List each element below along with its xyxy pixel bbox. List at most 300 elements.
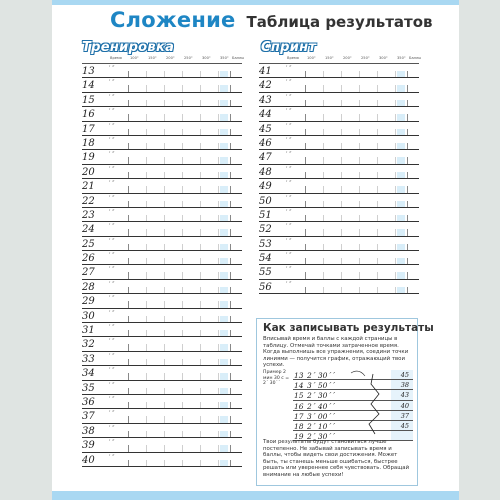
sprint-row-number: 49 [259,181,272,193]
sprint-time-entry[interactable]: ′ ″ [286,165,292,173]
training-row [82,352,242,366]
sprint-grid-line [341,157,342,163]
training-row [82,323,242,337]
sprint-points-cell[interactable] [397,114,405,120]
training-points-cell[interactable] [220,143,228,149]
sprint-grid-line [407,157,408,163]
sprint-grid-line [359,272,360,278]
training-time-entry[interactable]: ′ ″ [109,93,115,101]
training-row-number: 39 [82,440,95,452]
training-grid-line [218,287,219,293]
training-time-entry[interactable]: ′ ″ [109,252,115,260]
training-time-entry[interactable]: ′ ″ [109,194,115,202]
training-time-entry[interactable]: ′ ″ [109,381,115,389]
training-row [82,337,242,351]
col-150: 150" [148,56,157,60]
example-row [293,390,413,400]
training-grid-line [218,71,219,77]
training-label: Тренировка [82,40,175,55]
training-points-cell[interactable] [220,186,228,192]
training-grid-line [146,244,147,250]
example-time: 3´ 00´´ [307,411,335,421]
training-grid-line [200,157,201,163]
training-grid-line [230,316,231,322]
sprint-grid-line [395,114,396,120]
sprint-points-cell[interactable] [397,201,405,207]
training-points-cell[interactable] [220,157,228,163]
training-grid-line [200,416,201,422]
training-time-entry[interactable]: ′ ″ [109,352,115,360]
training-points-cell[interactable] [220,416,228,422]
training-points-cell[interactable] [220,460,228,466]
training-grid-line [218,172,219,178]
sprint-table [259,56,422,294]
example-time: 3´ 50´´ [307,381,335,391]
training-grid-line [146,85,147,91]
sprint-grid-line [323,172,324,178]
training-grid-line [128,402,129,408]
example-number: 18 [294,421,304,431]
training-time-entry[interactable]: ′ ″ [109,439,115,447]
example-time: 2´ 30´´ [307,391,335,401]
sprint-row [259,107,419,121]
training-time-entry[interactable]: ′ ″ [109,367,115,375]
training-grid-line [164,301,165,307]
training-grid-line [146,143,147,149]
training-row-number: 30 [82,310,95,322]
training-grid-line [218,301,219,307]
sprint-points-cell[interactable] [397,215,405,221]
training-grid-line [200,373,201,379]
training-points-cell[interactable] [220,402,228,408]
col-time: Время [287,56,299,60]
sprint-time-entry[interactable]: ′ ″ [286,252,292,260]
training-grid-line [218,201,219,207]
training-points-cell[interactable] [220,316,228,322]
sprint-grid-line [407,129,408,135]
training-points-cell[interactable] [220,330,228,336]
sprint-row [259,208,419,222]
training-grid-line [230,416,231,422]
sprint-grid-line [323,244,324,250]
training-grid-line [200,359,201,365]
training-points-cell[interactable] [220,344,228,350]
training-grid-line [230,85,231,91]
training-time-entry[interactable]: ′ ″ [109,208,115,216]
training-grid-line [200,388,201,394]
how-outro-text: Твои результаты будут становиться лучше постепенно. Не забывай записывать время и баллы, чтобы видеть свои достижения. Может быть, ты станешь меньше ошибаться, быстрее решать или увереннее себя чувствовать. Обращай внимание на любые успехи! [263,439,410,478]
sprint-points-cell[interactable] [397,244,405,250]
sprint-row-number: 47 [259,152,272,164]
col-100: 100" [307,56,316,60]
top-band [52,0,459,5]
sprint-time-entry[interactable]: ′ ″ [286,194,292,202]
training-grid-line [128,287,129,293]
training-grid-line [200,143,201,149]
sprint-grid-line [395,287,396,293]
training-row-number: 28 [82,281,95,293]
sprint-grid-line [407,272,408,278]
col-time: Время [110,56,122,60]
training-row [82,280,242,294]
training-grid-line [128,388,129,394]
training-grid-line [230,359,231,365]
sprint-points-cell[interactable] [397,186,405,192]
sprint-points-cell[interactable] [397,71,405,77]
training-grid-line [182,143,183,149]
training-row [82,64,242,78]
training-grid-line [218,460,219,466]
sprint-time-entry[interactable]: ′ ″ [286,65,292,72]
how-to-record-box [256,318,434,486]
training-row-number: 21 [82,181,95,193]
training-time-entry[interactable]: ′ ″ [109,180,115,188]
sprint-grid-line [359,229,360,235]
sprint-grid-line [341,201,342,207]
sprint-time-entry[interactable]: ′ ″ [286,237,292,245]
sprint-grid-line [407,201,408,207]
sprint-grid-line [395,186,396,192]
sprint-grid-line [377,229,378,235]
sprint-time-entry[interactable]: ′ ″ [286,93,292,101]
training-grid-line [230,258,231,264]
sprint-time-entry[interactable]: ′ ″ [286,79,292,87]
sprint-points-cell[interactable] [397,129,405,135]
training-grid-line [146,402,147,408]
col-points: Баллы [232,56,245,60]
sprint-row [259,194,419,208]
training-grid-line [230,445,231,451]
training-points-cell[interactable] [220,100,228,106]
sprint-points-cell[interactable] [397,157,405,163]
sprint-row [259,122,419,136]
training-grid-line [146,373,147,379]
sprint-grid-line [395,272,396,278]
sprint-time-entry[interactable]: ′ ″ [286,108,292,116]
training-grid-line [146,157,147,163]
sprint-grid-line [341,114,342,120]
sprint-grid-line [395,100,396,106]
sprint-grid-line [395,85,396,91]
training-time-entry[interactable]: ′ ″ [109,223,115,231]
training-row-number: 24 [82,224,95,236]
training-points-cell[interactable] [220,431,228,437]
sprint-grid-line [359,143,360,149]
sprint-row-number: 50 [259,195,272,207]
training-grid-line [182,201,183,207]
training-grid-line [146,460,147,466]
sprint-time-entry[interactable]: ′ ″ [286,180,292,188]
training-grid-line [146,287,147,293]
training-grid-line [128,157,129,163]
sprint-grid-line [395,143,396,149]
training-grid-line [218,330,219,336]
sprint-grid-line [395,129,396,135]
sprint-points-cell[interactable] [397,258,405,264]
sprint-time-entry[interactable]: ′ ″ [286,122,292,130]
sprint-grid-line [323,129,324,135]
training-time-entry[interactable]: ′ ″ [109,79,115,87]
training-points-cell[interactable] [220,172,228,178]
training-grid-line [218,186,219,192]
sprint-grid-line [359,201,360,207]
training-points-cell[interactable] [220,71,228,77]
training-grid-line [164,258,165,264]
training-points-cell[interactable] [220,258,228,264]
training-grid-line [164,402,165,408]
sprint-row [259,165,419,179]
training-row [82,395,242,409]
sprint-grid-line [359,129,360,135]
training-grid-line [146,344,147,350]
training-table [82,56,245,467]
sprint-points-cell[interactable] [397,287,405,293]
sprint-points-cell[interactable] [397,85,405,91]
how-intro-text: Впиcывай время и баллы с каждой страницы в таблицу. Отмечай точками затраченное время. Когда выполнишь все упражнения, соедини точки линиями — получится график, отражающий твои успехи. [263,336,409,368]
training-grid-line [164,172,165,178]
sprint-grid-line [395,258,396,264]
sprint-row-number: 52 [259,224,272,236]
training-time-entry[interactable]: ′ ″ [109,165,115,173]
training-time-entry[interactable]: ′ ″ [109,65,115,72]
training-grid-line [146,316,147,322]
training-row [82,208,242,222]
training-grid-line [146,114,147,120]
training-grid-line [230,129,231,135]
training-grid-line [164,431,165,437]
training-points-cell[interactable] [220,373,228,379]
sprint-grid-line [359,215,360,221]
training-points-cell[interactable] [220,359,228,365]
training-grid-line [128,373,129,379]
training-grid-line [146,416,147,422]
training-grid-line [146,258,147,264]
training-points-cell[interactable] [220,287,228,293]
example-table [293,370,413,441]
sprint-row [259,179,419,193]
sprint-time-entry[interactable]: ′ ″ [286,280,292,288]
training-grid-line [230,229,231,235]
training-grid-line [182,129,183,135]
training-row-number: 37 [82,411,95,423]
sprint-points-cell[interactable] [397,100,405,106]
sprint-grid-line [407,143,408,149]
training-row [82,381,242,395]
training-grid-line [230,114,231,120]
training-grid-line [218,85,219,91]
sprint-grid-line [323,143,324,149]
training-time-entry[interactable]: ′ ″ [109,395,115,403]
sprint-grid-line [359,114,360,120]
training-time-entry[interactable]: ′ ″ [109,453,115,461]
training-grid-line [230,344,231,350]
training-points-cell[interactable] [220,215,228,221]
training-grid-line [164,229,165,235]
training-row-number: 33 [82,353,95,365]
training-time-entry[interactable]: ′ ″ [109,266,115,274]
training-grid-line [128,100,129,106]
sprint-row-number: 51 [259,209,272,221]
example-label: Пример 2 мин 30 с = 2´ 30´´ [263,370,290,386]
training-row-number: 34 [82,368,95,380]
training-points-cell[interactable] [220,229,228,235]
training-grid-line [218,373,219,379]
sprint-grid-line [305,287,306,293]
sprint-grid-line [377,100,378,106]
training-row [82,424,242,438]
training-grid-line [200,316,201,322]
sprint-grid-line [359,244,360,250]
training-points-cell[interactable] [220,85,228,91]
training-grid-line [128,431,129,437]
training-grid-line [128,416,129,422]
training-points-cell[interactable] [220,114,228,120]
training-grid-line [218,445,219,451]
training-grid-line [182,71,183,77]
training-grid-line [182,186,183,192]
training-grid-line [230,431,231,437]
sprint-grid-line [323,229,324,235]
training-points-cell[interactable] [220,445,228,451]
training-grid-line [218,129,219,135]
training-grid-line [146,431,147,437]
sprint-points-cell[interactable] [397,143,405,149]
training-grid-line [230,215,231,221]
sprint-grid-line [377,215,378,221]
example-number: 17 [294,411,304,421]
training-grid-line [146,100,147,106]
example-time: 2´ 40´´ [307,401,335,411]
training-points-cell[interactable] [220,301,228,307]
sprint-label: Спринт [261,40,317,55]
training-grid-line [164,129,165,135]
training-grid-line [218,143,219,149]
training-grid-line [164,416,165,422]
training-grid-line [218,402,219,408]
training-grid-line [182,258,183,264]
sprint-grid-line [341,143,342,149]
sprint-time-entry[interactable]: ′ ″ [286,151,292,159]
sprint-grid-line [359,172,360,178]
training-time-entry[interactable]: ′ ″ [109,108,115,116]
sprint-time-entry[interactable]: ′ ″ [286,223,292,231]
sprint-grid-line [341,172,342,178]
training-grid-line [200,172,201,178]
sprint-row [259,251,419,265]
training-grid-line [146,71,147,77]
training-grid-line [200,100,201,106]
training-grid-line [164,71,165,77]
sprint-grid-line [305,244,306,250]
training-grid-line [230,100,231,106]
sprint-grid-line [341,71,342,77]
example-points: 37 [400,411,409,420]
col-200: 200" [343,56,352,60]
training-grid-line [230,244,231,250]
training-grid-line [164,316,165,322]
training-time-entry[interactable]: ′ ″ [109,324,115,332]
training-row-number: 13 [82,66,95,77]
sprint-grid-line [377,272,378,278]
sprint-grid-line [395,229,396,235]
sprint-grid-line [305,172,306,178]
sprint-time-entry[interactable]: ′ ″ [286,136,292,144]
training-row [82,438,242,452]
training-row [82,366,242,380]
training-time-entry[interactable]: ′ ″ [109,280,115,288]
sprint-time-entry[interactable]: ′ ″ [286,208,292,216]
sprint-row-number: 45 [259,123,272,135]
training-time-entry[interactable]: ′ ″ [109,136,115,144]
training-row-number: 26 [82,253,95,265]
sprint-grid-line [305,143,306,149]
training-row-number: 32 [82,339,95,351]
sprint-points-cell[interactable] [397,172,405,178]
training-grid-line [164,85,165,91]
training-grid-line [230,287,231,293]
training-grid-line [218,272,219,278]
training-grid-line [182,172,183,178]
training-time-entry[interactable]: ′ ″ [109,237,115,245]
training-grid-line [164,215,165,221]
training-grid-line [164,330,165,336]
training-time-entry[interactable]: ′ ″ [109,122,115,130]
training-grid-line [200,201,201,207]
training-time-entry[interactable]: ′ ″ [109,410,115,418]
sprint-row [259,150,419,164]
training-row [82,309,242,323]
training-points-cell[interactable] [220,388,228,394]
training-points-cell[interactable] [220,272,228,278]
training-time-entry[interactable]: ′ ″ [109,151,115,159]
training-grid-line [128,316,129,322]
sprint-grid-line [395,172,396,178]
sprint-grid-line [305,272,306,278]
training-grid-line [230,172,231,178]
sprint-grid-line [359,85,360,91]
sprint-grid-line [407,287,408,293]
sprint-grid-line [377,186,378,192]
col-250: 250" [184,56,193,60]
sprint-points-cell[interactable] [397,229,405,235]
training-time-entry[interactable]: ′ ″ [109,338,115,346]
sprint-row [259,265,419,279]
training-points-cell[interactable] [220,129,228,135]
training-time-entry[interactable]: ′ ″ [109,295,115,303]
sprint-grid-line [323,85,324,91]
sprint-grid-line [323,100,324,106]
sprint-grid-line [359,157,360,163]
training-grid-line [182,229,183,235]
sprint-grid-line [341,129,342,135]
training-time-entry[interactable]: ′ ″ [109,309,115,317]
sprint-grid-line [395,201,396,207]
sprint-grid-line [341,244,342,250]
sprint-points-cell[interactable] [397,272,405,278]
sprint-row-number: 43 [259,94,272,106]
training-time-entry[interactable]: ′ ″ [109,424,115,432]
training-points-cell[interactable] [220,244,228,250]
example-number: 19 [294,432,304,442]
sprint-grid-line [395,71,396,77]
sprint-grid-line [407,215,408,221]
training-grid-line [146,330,147,336]
training-points-cell[interactable] [220,201,228,207]
sprint-row-number: 54 [259,253,272,265]
training-grid-line [164,157,165,163]
sprint-time-entry[interactable]: ′ ″ [286,266,292,274]
sprint-grid-line [377,114,378,120]
